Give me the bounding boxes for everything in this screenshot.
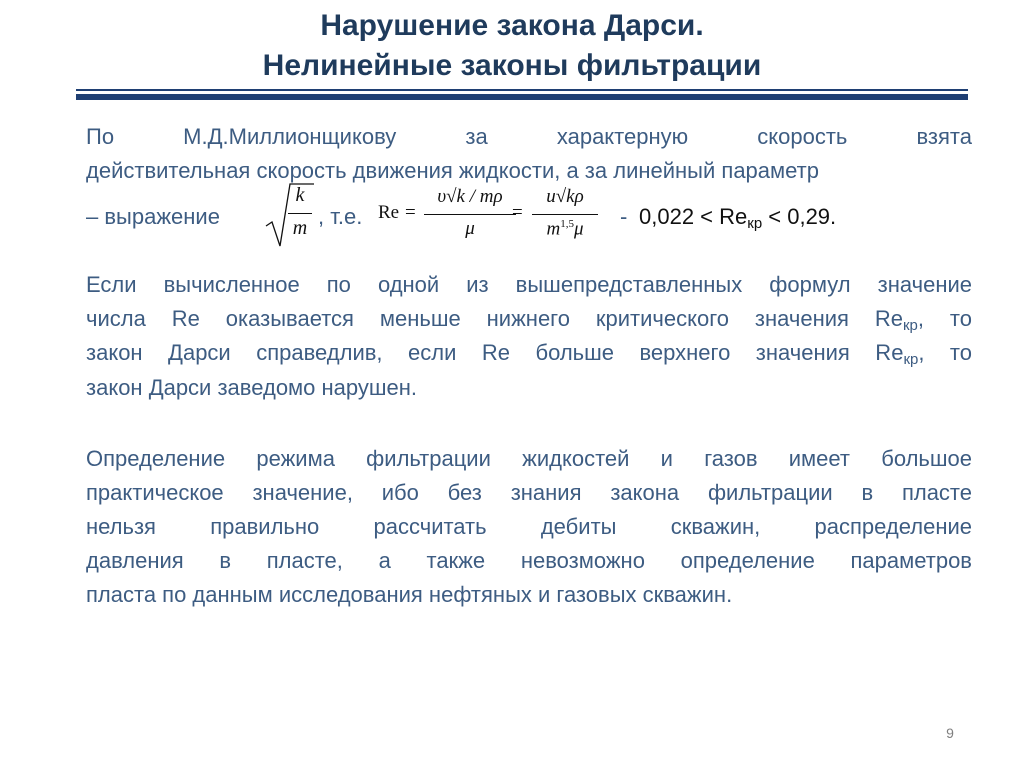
re-range-subscript: кр xyxy=(747,215,763,232)
title-line-2: Нелинейные законы фильтрации xyxy=(262,49,762,82)
fraction-1-bar xyxy=(424,214,516,215)
fraction-2-bar xyxy=(532,214,598,215)
fraction-2-den-tail: μ xyxy=(573,218,584,240)
page-number: 9 xyxy=(946,725,954,741)
title-divider-thin xyxy=(76,89,968,91)
para2-line2-text: числа Re оказывается меньше нижнего критического значения Re xyxy=(86,306,903,331)
para2-line3-text: закон Дарси справедлив, если Re больше верхнего значения Re xyxy=(86,340,904,365)
re-range xyxy=(639,204,836,230)
para1-expression-label: – выражение xyxy=(86,204,220,229)
para1-ie-label: , т.е. xyxy=(318,204,363,229)
fraction-2-denominator xyxy=(528,218,602,240)
title-line-1: Нарушение закона Дарси. xyxy=(320,9,704,42)
para3-line1: Определение режима фильтрации жидкостей и газов имеет большое xyxy=(86,446,972,471)
para3-line5: пласта по данным исследования нефтяных и газовых скважин. xyxy=(86,582,733,607)
para3-line4: давления в пласте, а также невозможно определение параметров xyxy=(86,548,972,573)
equals-2: = xyxy=(512,202,523,223)
re-range-right: < 0,29. xyxy=(762,204,837,229)
sqrt-fraction-bar xyxy=(288,213,312,214)
para2-line3-subscript: кр xyxy=(903,351,919,368)
sqrt-k-over-m xyxy=(264,180,316,250)
slide-title xyxy=(60,6,964,86)
para2-line3-tail: , то xyxy=(918,340,973,365)
range-dash: - xyxy=(620,204,628,229)
para1-line1: По М.Д.Миллионщикову за характерную скорость взята xyxy=(86,124,972,149)
formula-row xyxy=(86,180,972,250)
equals-1: = xyxy=(405,202,416,223)
para2-line2-subscript: кр xyxy=(902,317,918,334)
para1-line2: действительная скорость движения жидкости, а за линейный параметр xyxy=(86,158,819,183)
fraction-1 xyxy=(420,186,520,246)
title-divider-thick xyxy=(76,94,968,100)
para2-line3 xyxy=(86,340,972,366)
fraction-2-den-base: m xyxy=(546,218,561,240)
para2-line2-tail: , то xyxy=(917,306,972,331)
para2-line2 xyxy=(86,306,972,332)
fraction-2-numerator: u√kρ xyxy=(546,186,584,207)
fraction-2 xyxy=(528,186,602,246)
para2-line1: Если вычисленное по одной из вышепредставленных формул значение xyxy=(86,272,972,297)
para3-line3: нельзя правильно рассчитать дебиты скважин, распределение xyxy=(86,514,972,539)
fraction-1-numerator: υ√k / mρ xyxy=(437,186,503,207)
fraction-1-denominator: μ xyxy=(465,218,475,239)
re-symbol: Re xyxy=(378,202,400,223)
para3-line2: практическое значение, ибо без знания закона фильтрации в пласте xyxy=(86,480,972,505)
fraction-2-den-exponent: 1,5 xyxy=(560,218,574,230)
sqrt-denominator: m xyxy=(292,217,308,239)
re-range-left: 0,022 < Re xyxy=(639,204,748,229)
para2-line4: закон Дарси заведомо нарушен. xyxy=(86,375,418,400)
sqrt-numerator: k xyxy=(295,184,305,206)
